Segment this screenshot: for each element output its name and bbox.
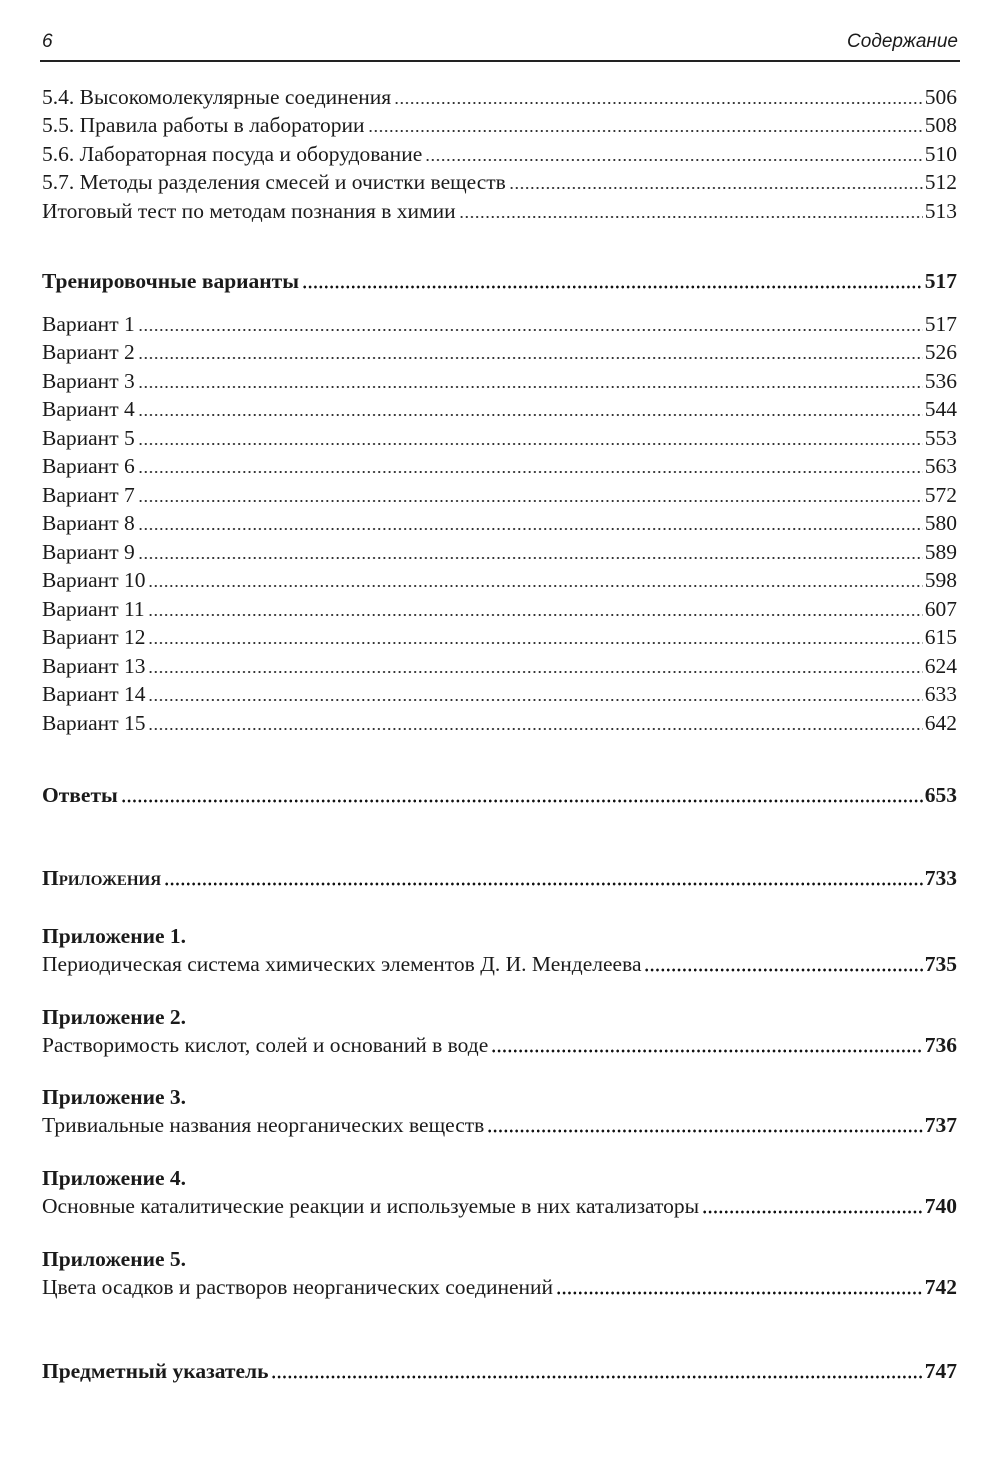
dot-leader (148, 584, 922, 588)
toc-section-training[interactable] (42, 267, 957, 295)
running-header (40, 30, 960, 62)
toc-variant-entry[interactable] (42, 652, 957, 680)
toc-entry-title: Вариант 10 (42, 568, 146, 592)
toc-entry-title: Вариант 15 (42, 711, 146, 735)
dot-leader (487, 1129, 922, 1133)
toc-entry-page: 615 (924, 625, 957, 649)
toc-entry-title: 5.4. Высокомолекулярные соединения (42, 85, 392, 109)
toc-entry-page: 624 (924, 654, 957, 678)
toc-appendix-entry[interactable] (42, 1192, 957, 1220)
toc-entry-title: Вариант 1 (42, 312, 135, 336)
toc-entry-page: 589 (924, 540, 957, 564)
toc-entry-title: Вариант 5 (42, 426, 135, 450)
toc-entry-page: 544 (924, 397, 957, 421)
dot-leader (138, 413, 923, 417)
toc-variant-entry[interactable] (42, 538, 957, 566)
page-number: 6 (42, 31, 53, 52)
dot-leader (702, 1210, 923, 1214)
toc-entry-page: 563 (924, 454, 957, 478)
toc-entry-page: 736 (924, 1033, 957, 1057)
dot-leader (138, 499, 923, 503)
toc-entry-page: 553 (924, 426, 957, 450)
toc-entry-title: Вариант 13 (42, 654, 146, 678)
toc-entry-title: Растворимость кислот, солей и оснований в воде (42, 1033, 489, 1057)
dot-leader (138, 356, 923, 360)
toc-entry-page: 512 (924, 170, 957, 194)
toc-section-page: 517 (924, 269, 957, 293)
appendix-label: Приложение 1. (42, 924, 187, 948)
dot-leader (138, 328, 923, 332)
toc-variant-entry[interactable] (42, 509, 957, 537)
dot-leader (509, 186, 923, 190)
toc-section-page: 653 (924, 783, 957, 807)
toc-entry-title: Цвета осадков и растворов неорганических соединений (42, 1275, 554, 1299)
toc-entry-page: 633 (924, 682, 957, 706)
dot-leader (148, 641, 922, 645)
toc-variant-entry[interactable] (42, 623, 957, 651)
appendix-label: Приложение 5. (42, 1247, 187, 1271)
toc-variant-entry[interactable] (42, 310, 957, 338)
dot-leader (368, 129, 923, 133)
dot-leader (271, 1375, 922, 1379)
dot-leader (138, 556, 923, 560)
toc-entry-title: Периодическая система химических элементов Д. И. Менделеева (42, 952, 642, 976)
toc-section-title: Приложения (42, 866, 162, 890)
dot-leader (138, 470, 923, 474)
toc-entry-page: 580 (924, 511, 957, 535)
dot-leader (148, 727, 922, 731)
toc-entry[interactable] (42, 111, 957, 139)
toc-entry-title: Вариант 14 (42, 682, 146, 706)
toc-entry-title: Итоговый тест по методам познания в химии (42, 199, 456, 223)
toc-section-appendices[interactable] (42, 864, 957, 892)
dot-leader (459, 215, 923, 219)
dot-leader (121, 799, 923, 803)
toc-entry-title: 5.7. Методы разделения смесей и очистки веществ (42, 170, 506, 194)
toc-entry-title: Вариант 7 (42, 483, 135, 507)
toc-variant-entry[interactable] (42, 367, 957, 395)
toc-appendix-entry[interactable] (42, 1273, 957, 1301)
appendix-label: Приложение 3. (42, 1085, 187, 1109)
dot-leader (138, 385, 923, 389)
toc-entry-title: Вариант 6 (42, 454, 135, 478)
toc-entry-title: 5.6. Лабораторная посуда и оборудование (42, 142, 423, 166)
toc-entry-title: Тривиальные названия неорганических веществ (42, 1113, 485, 1137)
toc-entry-title: Вариант 11 (42, 597, 145, 621)
toc-section-title: Предметный указатель (42, 1359, 269, 1383)
toc-section-title: Ответы (42, 783, 118, 807)
toc-section-page: 747 (924, 1359, 957, 1383)
toc-entry-page: 510 (924, 142, 957, 166)
dot-leader (148, 670, 922, 674)
dot-leader (164, 882, 923, 886)
toc-appendix-entry[interactable] (42, 950, 957, 978)
toc-entry-page: 517 (924, 312, 957, 336)
toc-variant-entry[interactable] (42, 338, 957, 366)
dot-leader (138, 527, 923, 531)
dot-leader (425, 158, 923, 162)
appendix-label: Приложение 2. (42, 1005, 187, 1029)
toc-entry-page: 508 (924, 113, 957, 137)
toc-section-title: Тренировочные варианты (42, 269, 300, 293)
dot-leader (138, 442, 923, 446)
dot-leader (148, 698, 922, 702)
toc-appendix-entry[interactable] (42, 1111, 957, 1139)
toc-entry-page: 526 (924, 340, 957, 364)
toc-entry[interactable] (42, 83, 957, 111)
appendix-label: Приложение 4. (42, 1166, 187, 1190)
toc-entry-page: 536 (924, 369, 957, 393)
toc-entry-title: Вариант 12 (42, 625, 146, 649)
toc-variant-entry[interactable] (42, 481, 957, 509)
toc-entry-title: Вариант 8 (42, 511, 135, 535)
toc-entry[interactable] (42, 140, 957, 168)
toc-entry-page: 607 (924, 597, 957, 621)
toc-section-index[interactable] (42, 1357, 957, 1385)
toc-entry[interactable] (42, 168, 957, 196)
toc-entry-page: 513 (924, 199, 957, 223)
toc-variant-entry[interactable] (42, 424, 957, 452)
toc-variant-entry[interactable] (42, 595, 957, 623)
toc-entry-page: 740 (924, 1194, 957, 1218)
toc-entry-title: Вариант 2 (42, 340, 135, 364)
toc-entry-page: 742 (924, 1275, 957, 1299)
dot-leader (302, 285, 923, 289)
dot-leader (491, 1049, 922, 1053)
toc-entry-title: Основные каталитические реакции и используемые в них катализаторы (42, 1194, 700, 1218)
toc-entry[interactable] (42, 197, 957, 225)
toc-variant-entry[interactable] (42, 680, 957, 708)
section-title: Содержание (847, 31, 958, 52)
toc-entry-title: Вариант 9 (42, 540, 135, 564)
toc-entry-title: Вариант 4 (42, 397, 135, 421)
toc-entry-title: 5.5. Правила работы в лаборатории (42, 113, 365, 137)
toc-entry-page: 598 (924, 568, 957, 592)
toc-appendix-entry[interactable] (42, 1031, 957, 1059)
toc-entry-page: 572 (924, 483, 957, 507)
toc-variant-entry[interactable] (42, 566, 957, 594)
toc-entry-page: 506 (924, 85, 957, 109)
toc-section-page: 733 (924, 866, 957, 890)
toc-section-answers[interactable] (42, 781, 957, 809)
toc-entry-page: 735 (924, 952, 957, 976)
toc-variant-entry[interactable] (42, 452, 957, 480)
toc-entry-title: Вариант 3 (42, 369, 135, 393)
toc-entry-page: 737 (924, 1113, 957, 1137)
toc-entry-page: 642 (924, 711, 957, 735)
dot-leader (148, 613, 923, 617)
toc-variant-entry[interactable] (42, 395, 957, 423)
dot-leader (644, 968, 922, 972)
dot-leader (556, 1291, 923, 1295)
dot-leader (394, 101, 923, 105)
toc-variant-entry[interactable] (42, 709, 957, 737)
